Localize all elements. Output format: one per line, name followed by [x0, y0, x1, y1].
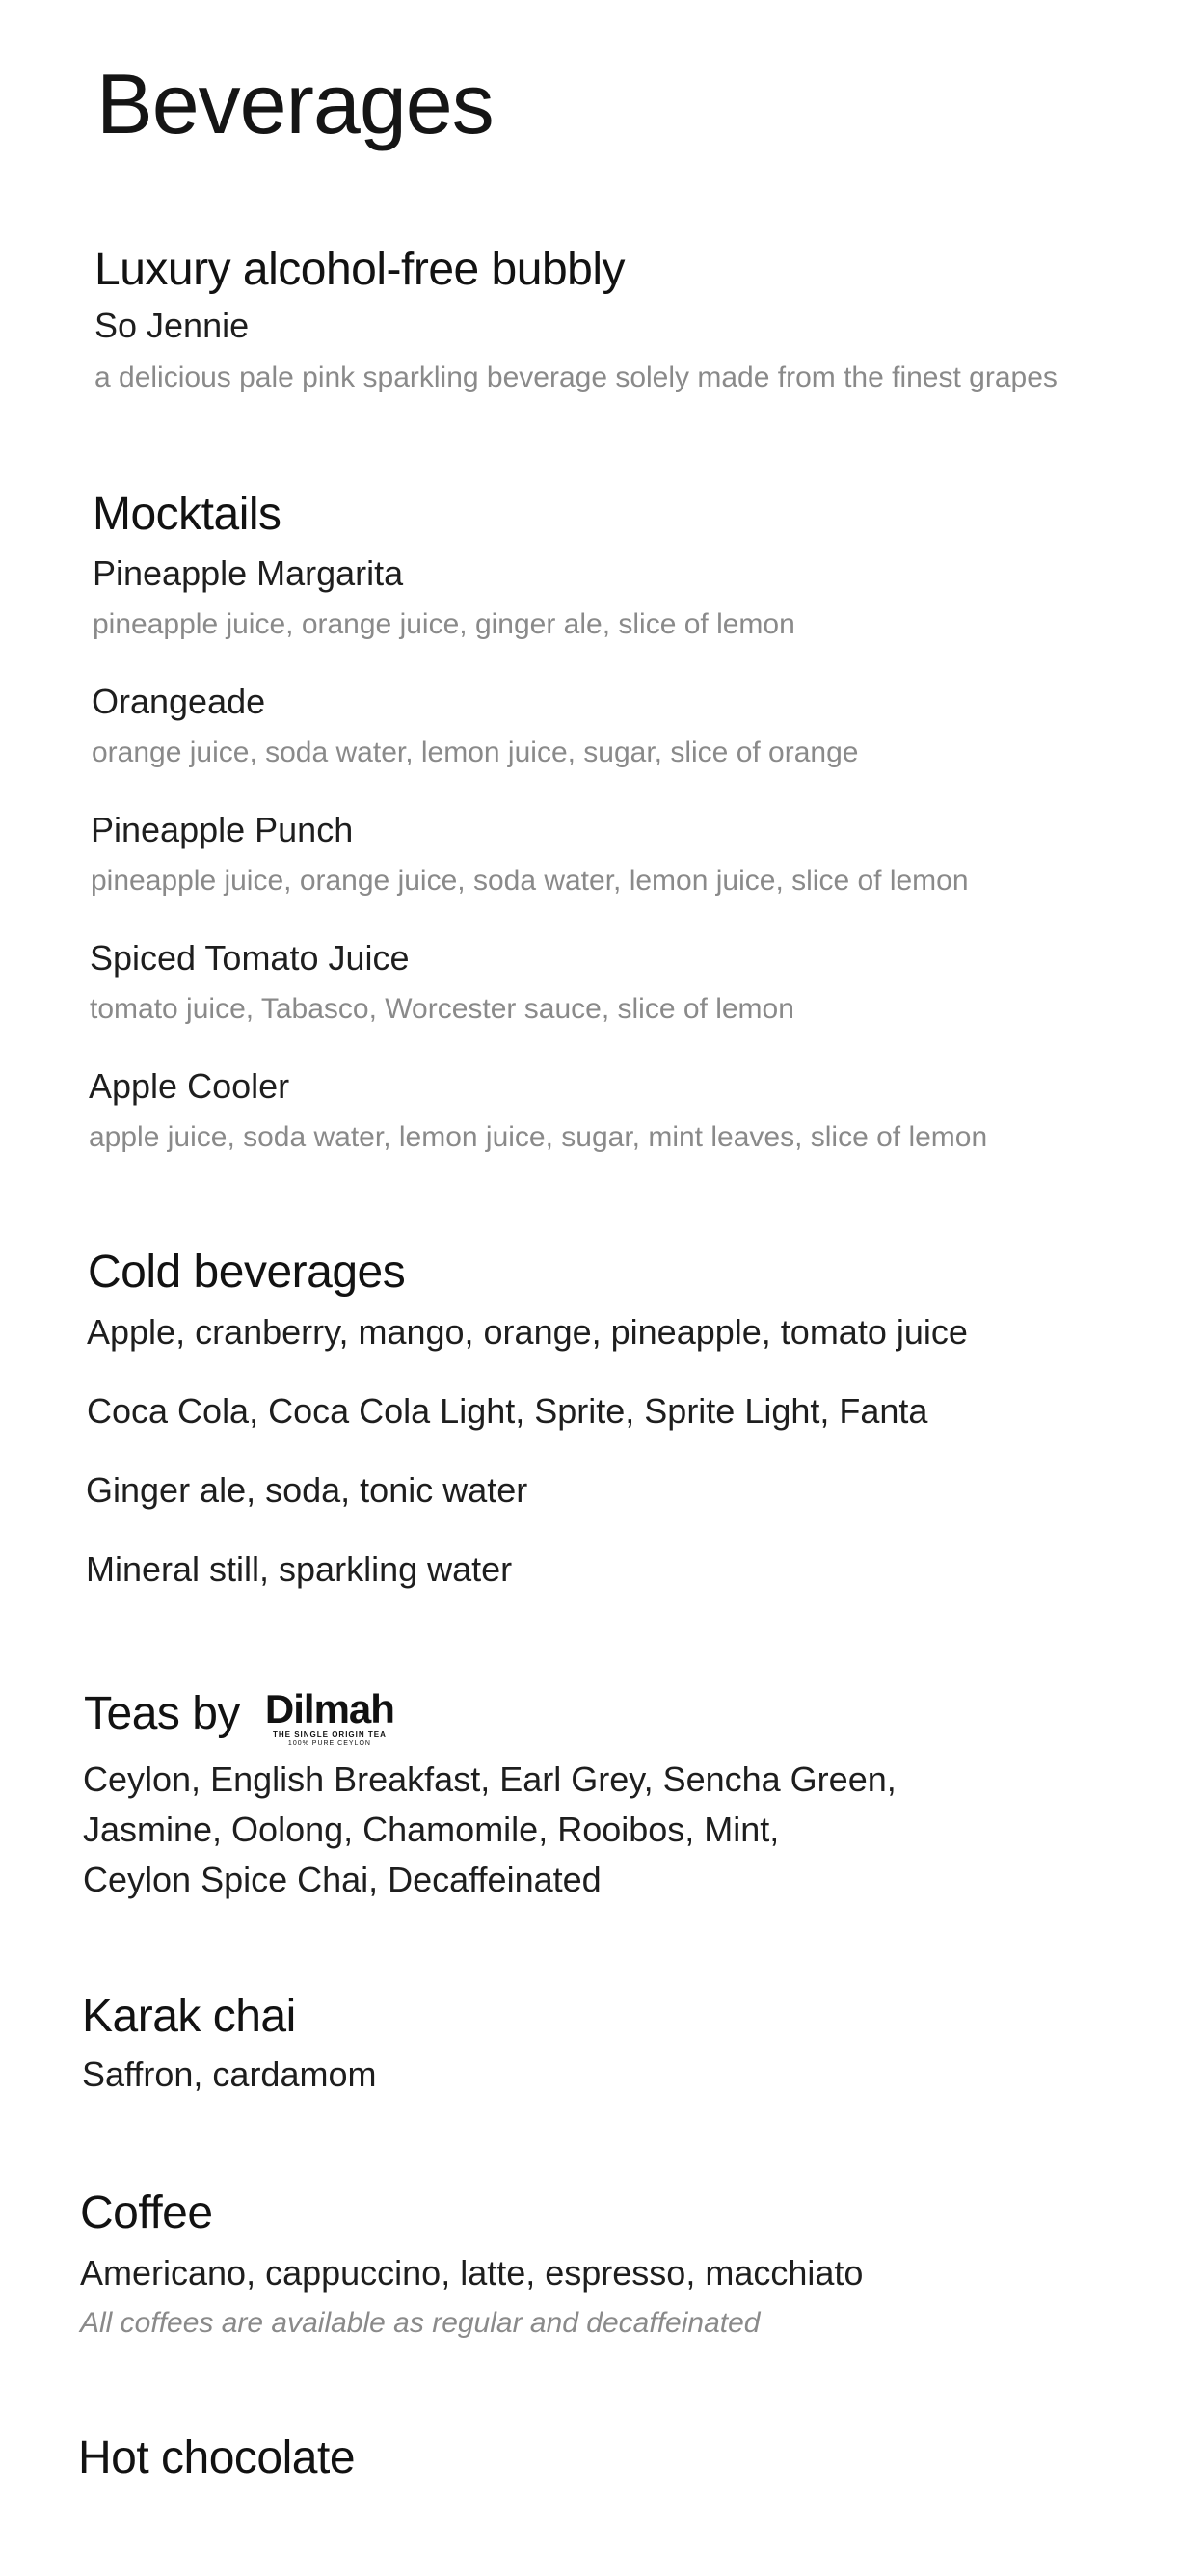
- cold-heading: Cold beverages: [88, 1247, 406, 1298]
- cold-line: Ginger ale, soda, tonic water: [86, 1470, 528, 1510]
- cold-line: Coca Cola, Coca Cola Light, Sprite, Sprite Light, Fanta: [87, 1391, 928, 1431]
- mocktail-description: pineapple juice, orange juice, soda water, lemon juice, slice of lemon: [91, 865, 969, 897]
- mocktail-name: Pineapple Margarita: [93, 553, 404, 593]
- teas-line: Ceylon, English Breakfast, Earl Grey, Sencha Green,: [83, 1759, 897, 1799]
- mocktail-name: Pineapple Punch: [91, 810, 354, 849]
- cold-line: Apple, cranberry, mango, orange, pineapple, tomato juice: [87, 1312, 968, 1352]
- bubbly-heading: Luxury alcohol-free bubbly: [94, 244, 625, 295]
- dilmah-logo-tagline: THE SINGLE ORIGIN TEA: [272, 1731, 387, 1739]
- mocktail-description: pineapple juice, orange juice, ginger ale, slice of lemon: [93, 608, 795, 640]
- dilmah-logo-subtagline: 100% PURE CEYLON: [287, 1739, 371, 1747]
- mocktail-name: Apple Cooler: [89, 1066, 290, 1106]
- mocktails-heading: Mocktails: [93, 489, 281, 540]
- mocktail-name: Spiced Tomato Juice: [90, 938, 410, 978]
- coffee-heading: Coffee: [80, 2187, 213, 2239]
- teas-heading: Teas by: [84, 1688, 240, 1739]
- karak-heading: Karak chai: [82, 1991, 296, 2042]
- mocktail-description: tomato juice, Tabasco, Worcester sauce, slice of lemon: [90, 993, 794, 1025]
- bubbly-name: So Jennie: [94, 306, 250, 345]
- hot-chocolate-heading: Hot chocolate: [78, 2432, 356, 2483]
- coffee-line: Americano, cappuccino, latte, espresso, macchiato: [80, 2253, 864, 2293]
- mocktail-description: apple juice, soda water, lemon juice, sugar, mint leaves, slice of lemon: [89, 1121, 988, 1153]
- dilmah-logo-word: Dilmah: [264, 1686, 394, 1731]
- bubbly-description: a delicious pale pink sparkling beverage solely made from the finest grapes: [94, 362, 1058, 393]
- teas-header: [84, 1687, 394, 1747]
- mocktail-name: Orangeade: [92, 682, 266, 721]
- dilmah-logo: [264, 1686, 394, 1747]
- mocktail-description: orange juice, soda water, lemon juice, sugar, slice of orange: [92, 737, 859, 768]
- coffee-note: All coffees are available as regular and decaffeinated: [80, 2307, 761, 2339]
- karak-line: Saffron, cardamom: [82, 2054, 377, 2094]
- teas-line: Jasmine, Oolong, Chamomile, Rooibos, Mint,: [83, 1810, 780, 1849]
- teas-line: Ceylon Spice Chai, Decaffeinated: [83, 1860, 602, 1899]
- cold-line: Mineral still, sparkling water: [86, 1549, 513, 1589]
- page-title: Beverages: [96, 56, 494, 151]
